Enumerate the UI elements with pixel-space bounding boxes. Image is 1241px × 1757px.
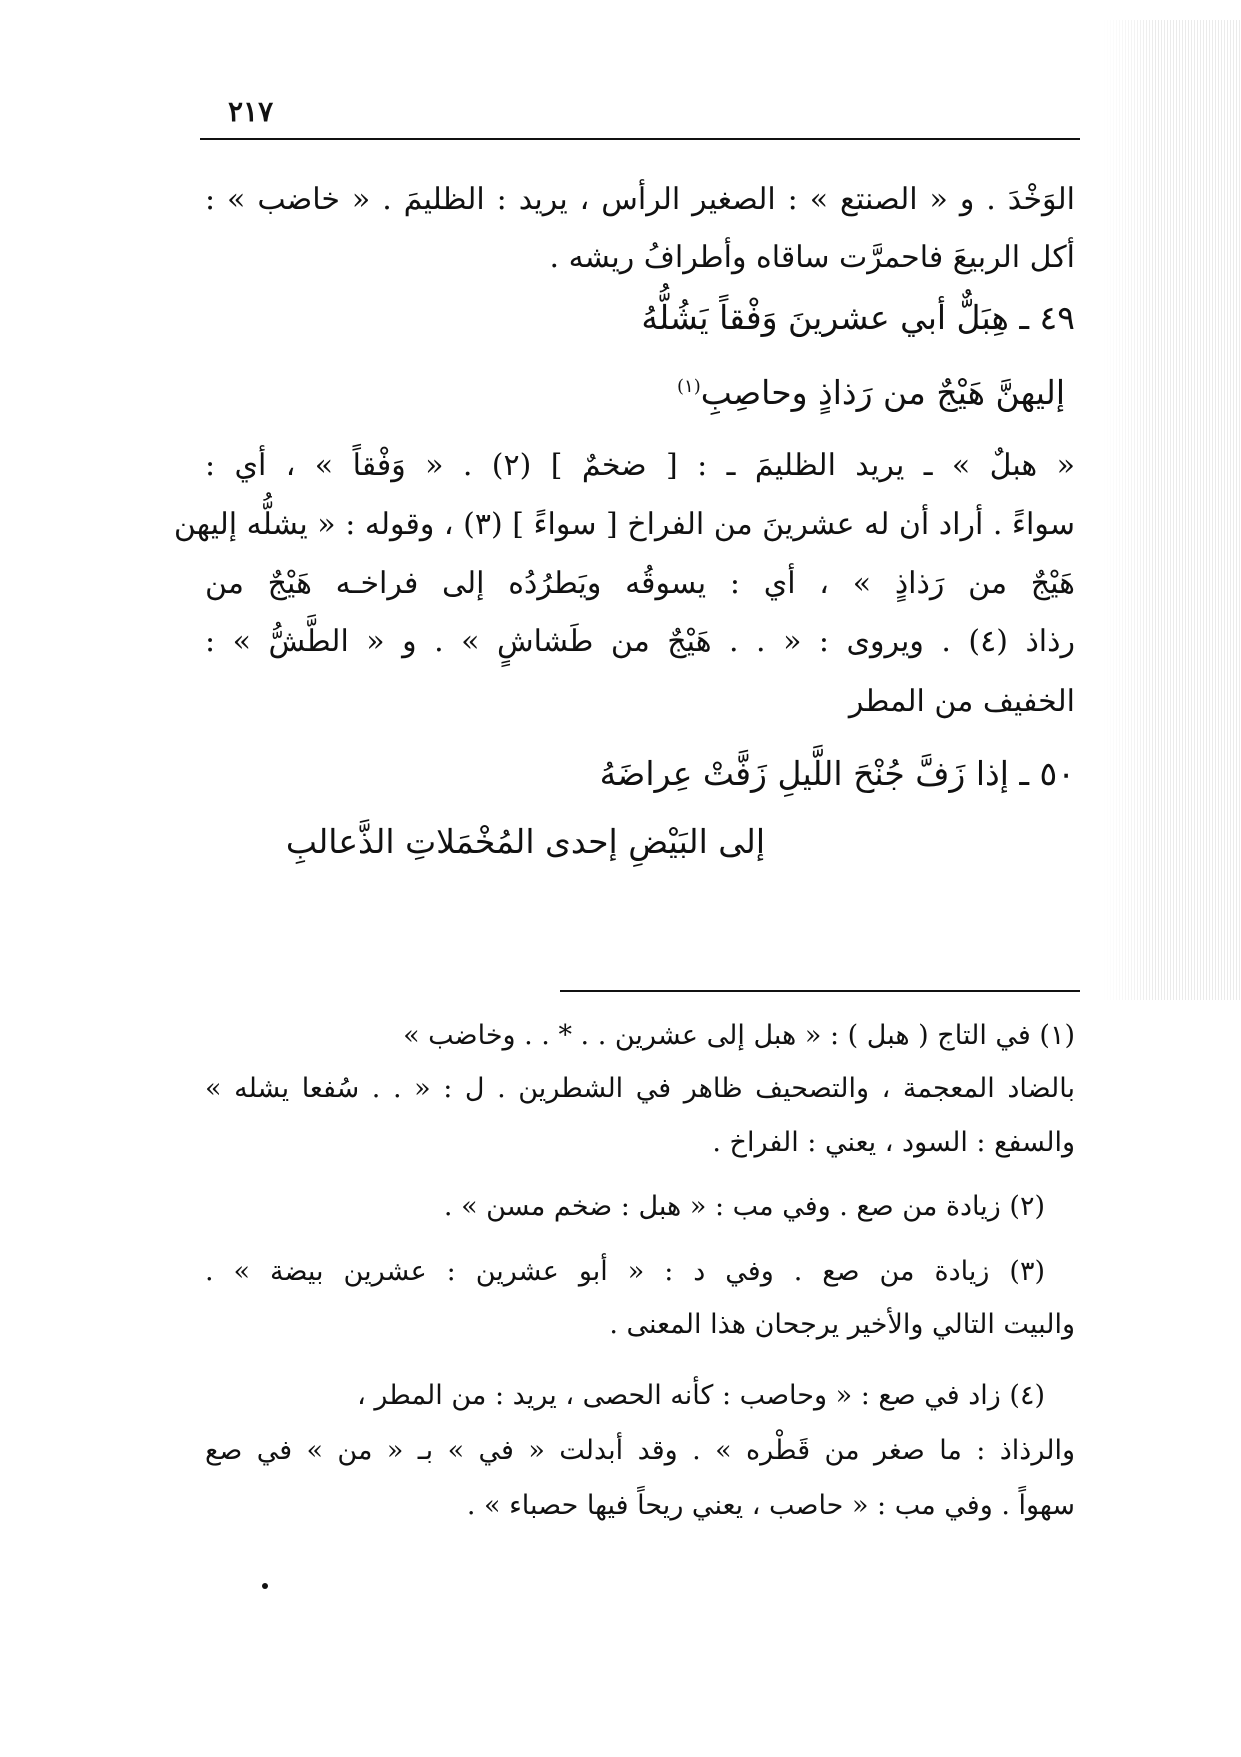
page-edge-shadow [1101, 20, 1241, 1000]
body-line-8: رذاذ (٤) . ويروى : « . . هَيْجٌ من طَشاشٍ » . و « الطَّشُّ » : [205, 624, 1075, 659]
page-number: ٢١٧ [228, 95, 274, 128]
body-line-1: الوَخْدَ . و « الصنتع » : الصغير الرأس ، يريد : الظليمَ . « خاضب » : [205, 182, 1075, 217]
body-line-5: « هبلٌ » ـ يريد الظليمَ ـ : [ ضخمٌ ] (٢) . « وَفْقاً » ، أي : [205, 448, 1075, 483]
ink-speck [262, 1583, 268, 1589]
verse-50-second-hemistich: إلى البَيْضِ إحدى المُخْمَلاتِ الذَّعالبِ [285, 822, 765, 861]
footnote-separator [560, 990, 1080, 992]
verse-50-first-hemistich: ٥٠ ـ إذا زَفَّ جُنْحَ اللَّيلِ زَفَّتْ عِراضَهُ [599, 754, 1075, 793]
body-line-6: سواءً . أراد أن له عشرينَ من الفراخ [ سواءً ] (٣) ، وقوله : « يشلُّه إليهن [173, 507, 1075, 542]
body-line-7: هَيْجٌ من رَذاذٍ » ، أي : يسوقُه ويَطرُدُه إلى فراخـه هَيْجٌ من [205, 566, 1075, 601]
verse-49-second-hemistich [205, 365, 1065, 415]
footnote-4-line-2: والرذاذ : ما صغر من قَطْره » . وقد أبدلت « في » بـ « من » في صع [205, 1435, 1075, 1466]
footnote-4-line-3: سهواً . وفي مب : « حاصب ، يعني ريحاً فيها حصباء » . [466, 1490, 1075, 1521]
verse-49-first-hemistich: ٤٩ ـ هِبَلٌّ أبي عشرينَ وَفْقاً يَشُلُّهُ [641, 298, 1075, 337]
footnote-3-line-1: (٣) زيادة من صع . وفي د : « أبو عشرين : عشرين بيضة » . [205, 1256, 1045, 1287]
footnote-1-line-1: (١) في التاج ( هبل ) : « هبل إلى عشرين . . * . . وخاضب » [403, 1020, 1075, 1051]
footnote-3-line-2: والبيت التالي والأخير يرجحان هذا المعنى . [609, 1309, 1075, 1340]
footnote-2: (٢) زيادة من صع . وفي مب : « هبل : ضخم مسن » . [443, 1191, 1045, 1222]
footnote-ref-1: (١) [677, 376, 701, 397]
footnote-1-line-2: بالضاد المعجمة ، والتصحيف ظاهر في الشطرين . ل : « . . سُفعا يشله » [205, 1073, 1075, 1104]
body-line-9: الخفيف من المطر [848, 684, 1075, 719]
body-line-2: أكل الربيعَ فاحمرَّت ساقاه وأطرافُ ريشه . [549, 240, 1075, 275]
footnote-4-line-1: (٤) زاد في صع : « وحاصب : كأنه الحصى ، يريد : من المطر ، [357, 1380, 1045, 1411]
footnote-1-line-3: والسفع : السود ، يعني : الفراخ . [712, 1127, 1075, 1158]
verse-49-second-text: إليهنَّ هَيْجٌ من رَذاذٍ وحاصِبِ [700, 373, 1065, 412]
header-rule [200, 138, 1080, 140]
